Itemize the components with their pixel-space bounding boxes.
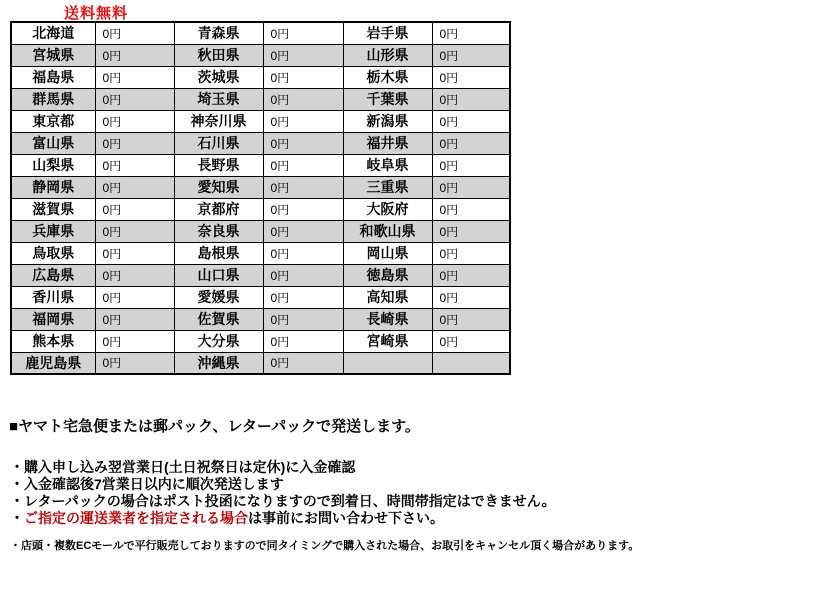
- note-carrier-rest-text: は事前にお問い合わせ下さい。: [248, 510, 444, 526]
- fee-cell: 0円: [432, 198, 510, 220]
- prefecture-cell: 山形県: [343, 44, 432, 66]
- table-row: [11, 220, 510, 242]
- fee-cell: 0円: [263, 66, 343, 88]
- fee-cell: 0円: [432, 286, 510, 308]
- fee-cell: 0円: [95, 44, 174, 66]
- fee-cell: 0円: [263, 44, 343, 66]
- fee-cell: 0円: [95, 264, 174, 286]
- fee-cell: 0円: [263, 132, 343, 154]
- table-row: [11, 44, 510, 66]
- prefecture-cell: 長野県: [174, 154, 263, 176]
- shipping-notes-list: [10, 459, 556, 527]
- prefecture-cell: 埼玉県: [174, 88, 263, 110]
- prefecture-cell: 福岡県: [11, 308, 95, 330]
- prefecture-cell: 東京都: [11, 110, 95, 132]
- fee-cell: 0円: [95, 198, 174, 220]
- fee-cell: 0円: [432, 44, 510, 66]
- note-letterpack: ・レターパックの場合はポスト投函になりますので到着日、時間帯指定はできません。: [10, 493, 556, 509]
- prefecture-cell: 京都府: [174, 198, 263, 220]
- prefecture-cell: 岩手県: [343, 22, 432, 44]
- fee-cell: 0円: [263, 330, 343, 352]
- fee-cell: 0円: [95, 286, 174, 308]
- fee-cell: 0円: [95, 330, 174, 352]
- fee-cell: 0円: [432, 88, 510, 110]
- prefecture-cell: 静岡県: [11, 176, 95, 198]
- prefecture-cell: 高知県: [343, 286, 432, 308]
- prefecture-cell: 秋田県: [174, 44, 263, 66]
- table-row: [11, 286, 510, 308]
- prefecture-cell: [343, 352, 432, 374]
- note-carrier-request: [10, 510, 556, 527]
- fee-cell: 0円: [95, 110, 174, 132]
- prefecture-cell: 佐賀県: [174, 308, 263, 330]
- table-row: [11, 308, 510, 330]
- fee-cell: 0円: [263, 242, 343, 264]
- prefecture-cell: 長崎県: [343, 308, 432, 330]
- prefecture-cell: 滋賀県: [11, 198, 95, 220]
- prefecture-cell: 徳島県: [343, 264, 432, 286]
- fee-cell: 0円: [95, 22, 174, 44]
- table-row: [11, 264, 510, 286]
- prefecture-cell: 愛知県: [174, 176, 263, 198]
- fee-cell: 0円: [95, 308, 174, 330]
- prefecture-cell: 三重県: [343, 176, 432, 198]
- prefecture-cell: 千葉県: [343, 88, 432, 110]
- prefecture-cell: 山梨県: [11, 154, 95, 176]
- fee-cell: 0円: [432, 176, 510, 198]
- prefecture-cell: 島根県: [174, 242, 263, 264]
- fee-cell: 0円: [95, 176, 174, 198]
- fee-cell: 0円: [432, 132, 510, 154]
- prefecture-cell: 神奈川県: [174, 110, 263, 132]
- note-parallel-sales: ・店頭・複数ECモールで平行販売しておりますので同タイミングで購入された場合、お取引をキャンセル頂く場合があります。: [10, 540, 640, 552]
- prefecture-cell: 石川県: [174, 132, 263, 154]
- shipping-method-header: ■ヤマト宅急便または郵パック、レターパックで発送します。: [9, 418, 420, 435]
- note-carrier-bullet: ・: [10, 510, 24, 526]
- prefecture-cell: 和歌山県: [343, 220, 432, 242]
- fee-cell: 0円: [432, 308, 510, 330]
- fee-cell: 0円: [95, 154, 174, 176]
- table-row: [11, 110, 510, 132]
- fee-cell: 0円: [432, 330, 510, 352]
- fee-cell: [432, 352, 510, 374]
- prefecture-cell: 宮城県: [11, 44, 95, 66]
- fee-cell: 0円: [263, 264, 343, 286]
- prefecture-cell: 岐阜県: [343, 154, 432, 176]
- prefecture-cell: 富山県: [11, 132, 95, 154]
- prefecture-cell: 沖縄県: [174, 352, 263, 374]
- table-row: [11, 198, 510, 220]
- prefecture-cell: 青森県: [174, 22, 263, 44]
- table-row: [11, 176, 510, 198]
- table-row: [11, 352, 510, 374]
- prefecture-cell: 鳥取県: [11, 242, 95, 264]
- prefecture-cell: 岡山県: [343, 242, 432, 264]
- fee-cell: 0円: [263, 110, 343, 132]
- table-row: [11, 66, 510, 88]
- fee-cell: 0円: [263, 352, 343, 374]
- prefecture-cell: 福井県: [343, 132, 432, 154]
- table-row: [11, 132, 510, 154]
- prefecture-cell: 鹿児島県: [11, 352, 95, 374]
- prefecture-cell: 山口県: [174, 264, 263, 286]
- note-ship-within-7days: ・入金確認後7営業日以内に順次発送します: [10, 476, 284, 492]
- fee-cell: 0円: [432, 66, 510, 88]
- fee-cell: 0円: [432, 154, 510, 176]
- table-row: [11, 88, 510, 110]
- prefecture-cell: 大阪府: [343, 198, 432, 220]
- prefecture-cell: 栃木県: [343, 66, 432, 88]
- note-payment-confirm: ・購入申し込み翌営業日(土日祝祭日は定休)に入金確認: [10, 459, 356, 475]
- table-row: [11, 22, 510, 44]
- fee-cell: 0円: [432, 22, 510, 44]
- prefecture-cell: 北海道: [11, 22, 95, 44]
- fee-cell: 0円: [95, 352, 174, 374]
- fee-cell: 0円: [432, 110, 510, 132]
- table-row: [11, 330, 510, 352]
- table-row: [11, 154, 510, 176]
- fee-cell: 0円: [263, 22, 343, 44]
- fee-cell: 0円: [95, 220, 174, 242]
- prefecture-cell: 熊本県: [11, 330, 95, 352]
- prefecture-cell: 愛媛県: [174, 286, 263, 308]
- fee-cell: 0円: [432, 220, 510, 242]
- prefecture-cell: 群馬県: [11, 88, 95, 110]
- fee-cell: 0円: [263, 154, 343, 176]
- fee-cell: 0円: [263, 176, 343, 198]
- free-shipping-title: 送料無料: [64, 5, 129, 22]
- fee-cell: 0円: [432, 242, 510, 264]
- fee-cell: 0円: [263, 308, 343, 330]
- fee-cell: 0円: [263, 198, 343, 220]
- prefecture-cell: 茨城県: [174, 66, 263, 88]
- fee-cell: 0円: [95, 88, 174, 110]
- prefecture-cell: 福島県: [11, 66, 95, 88]
- fee-cell: 0円: [432, 264, 510, 286]
- prefecture-cell: 奈良県: [174, 220, 263, 242]
- prefecture-cell: 大分県: [174, 330, 263, 352]
- fee-cell: 0円: [95, 66, 174, 88]
- prefecture-cell: 兵庫県: [11, 220, 95, 242]
- fee-cell: 0円: [263, 286, 343, 308]
- prefecture-cell: 広島県: [11, 264, 95, 286]
- table-row: [11, 242, 510, 264]
- prefecture-cell: 新潟県: [343, 110, 432, 132]
- shipping-fee-table: [10, 21, 511, 375]
- fee-cell: 0円: [95, 242, 174, 264]
- prefecture-cell: 宮崎県: [343, 330, 432, 352]
- prefecture-cell: 香川県: [11, 286, 95, 308]
- fee-cell: 0円: [95, 132, 174, 154]
- note-carrier-red-text: ご指定の運送業者を指定される場合: [24, 510, 248, 526]
- fee-cell: 0円: [263, 88, 343, 110]
- fee-cell: 0円: [263, 220, 343, 242]
